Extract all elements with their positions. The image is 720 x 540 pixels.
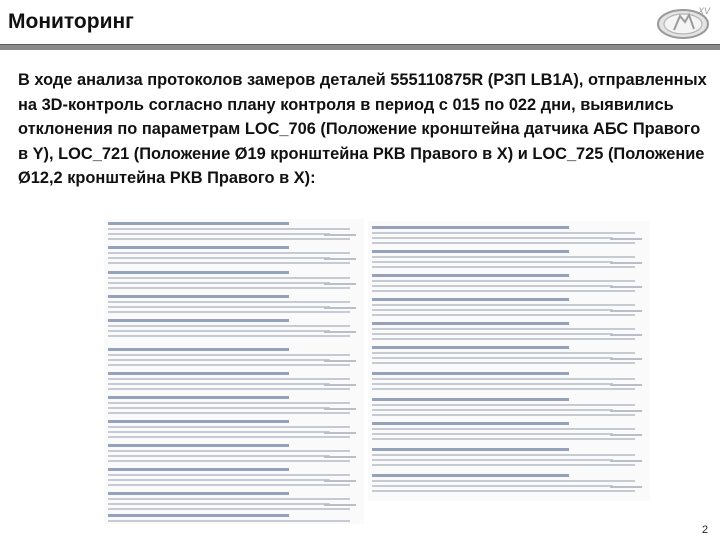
protocol-record-block [372,371,646,390]
protocol-record-block [372,321,646,340]
protocol-record-block [108,245,360,264]
header-divider [0,44,720,50]
body-paragraph: В ходе анализа протоколов замеров деталей 555110875R (РЗП LB1A), отправленных на 3D-контроль согласно плану контроля в период с 015 по 022 дни, выявились отклонения по параметрам LOC_706 (Положение кронштейна датчика АБС Правого в Y), LOC_721 (Положение Ø19 кронштейна РКВ Правого в X) и LOC_725 (Положение Ø12,2 кронштейна РКВ Правого в X): [18,71,707,187]
protocol-record-block [108,294,360,313]
measurement-protocol-scan-left [104,219,364,524]
protocol-record-block [108,270,360,289]
protocol-record-block [108,491,360,510]
protocol-record-block [372,249,646,268]
protocol-record-block [372,297,646,316]
protocol-record-block [372,397,646,416]
protocol-record-block [108,347,360,366]
page-number: 2 [702,524,709,536]
slide-title: Мониторинг [8,10,134,33]
protocol-record-block [372,421,646,440]
protocol-record-block [108,467,360,486]
measurement-protocol-scan-right [368,221,650,501]
lada-logo-icon [652,2,718,42]
protocol-record-block [108,371,360,390]
svg-text:XV: XV [698,6,711,16]
protocol-record-block [108,443,360,462]
slide-header [0,0,720,44]
protocol-record-block [372,447,646,466]
protocol-record-block [372,273,646,292]
protocol-record-block [372,225,646,244]
protocol-record-block [108,513,360,524]
protocol-record-block [372,345,646,364]
protocol-record-block [108,221,360,240]
protocol-record-block [108,395,360,414]
protocol-record-block [108,318,360,337]
protocol-record-block [108,419,360,438]
protocol-record-block [372,473,646,492]
